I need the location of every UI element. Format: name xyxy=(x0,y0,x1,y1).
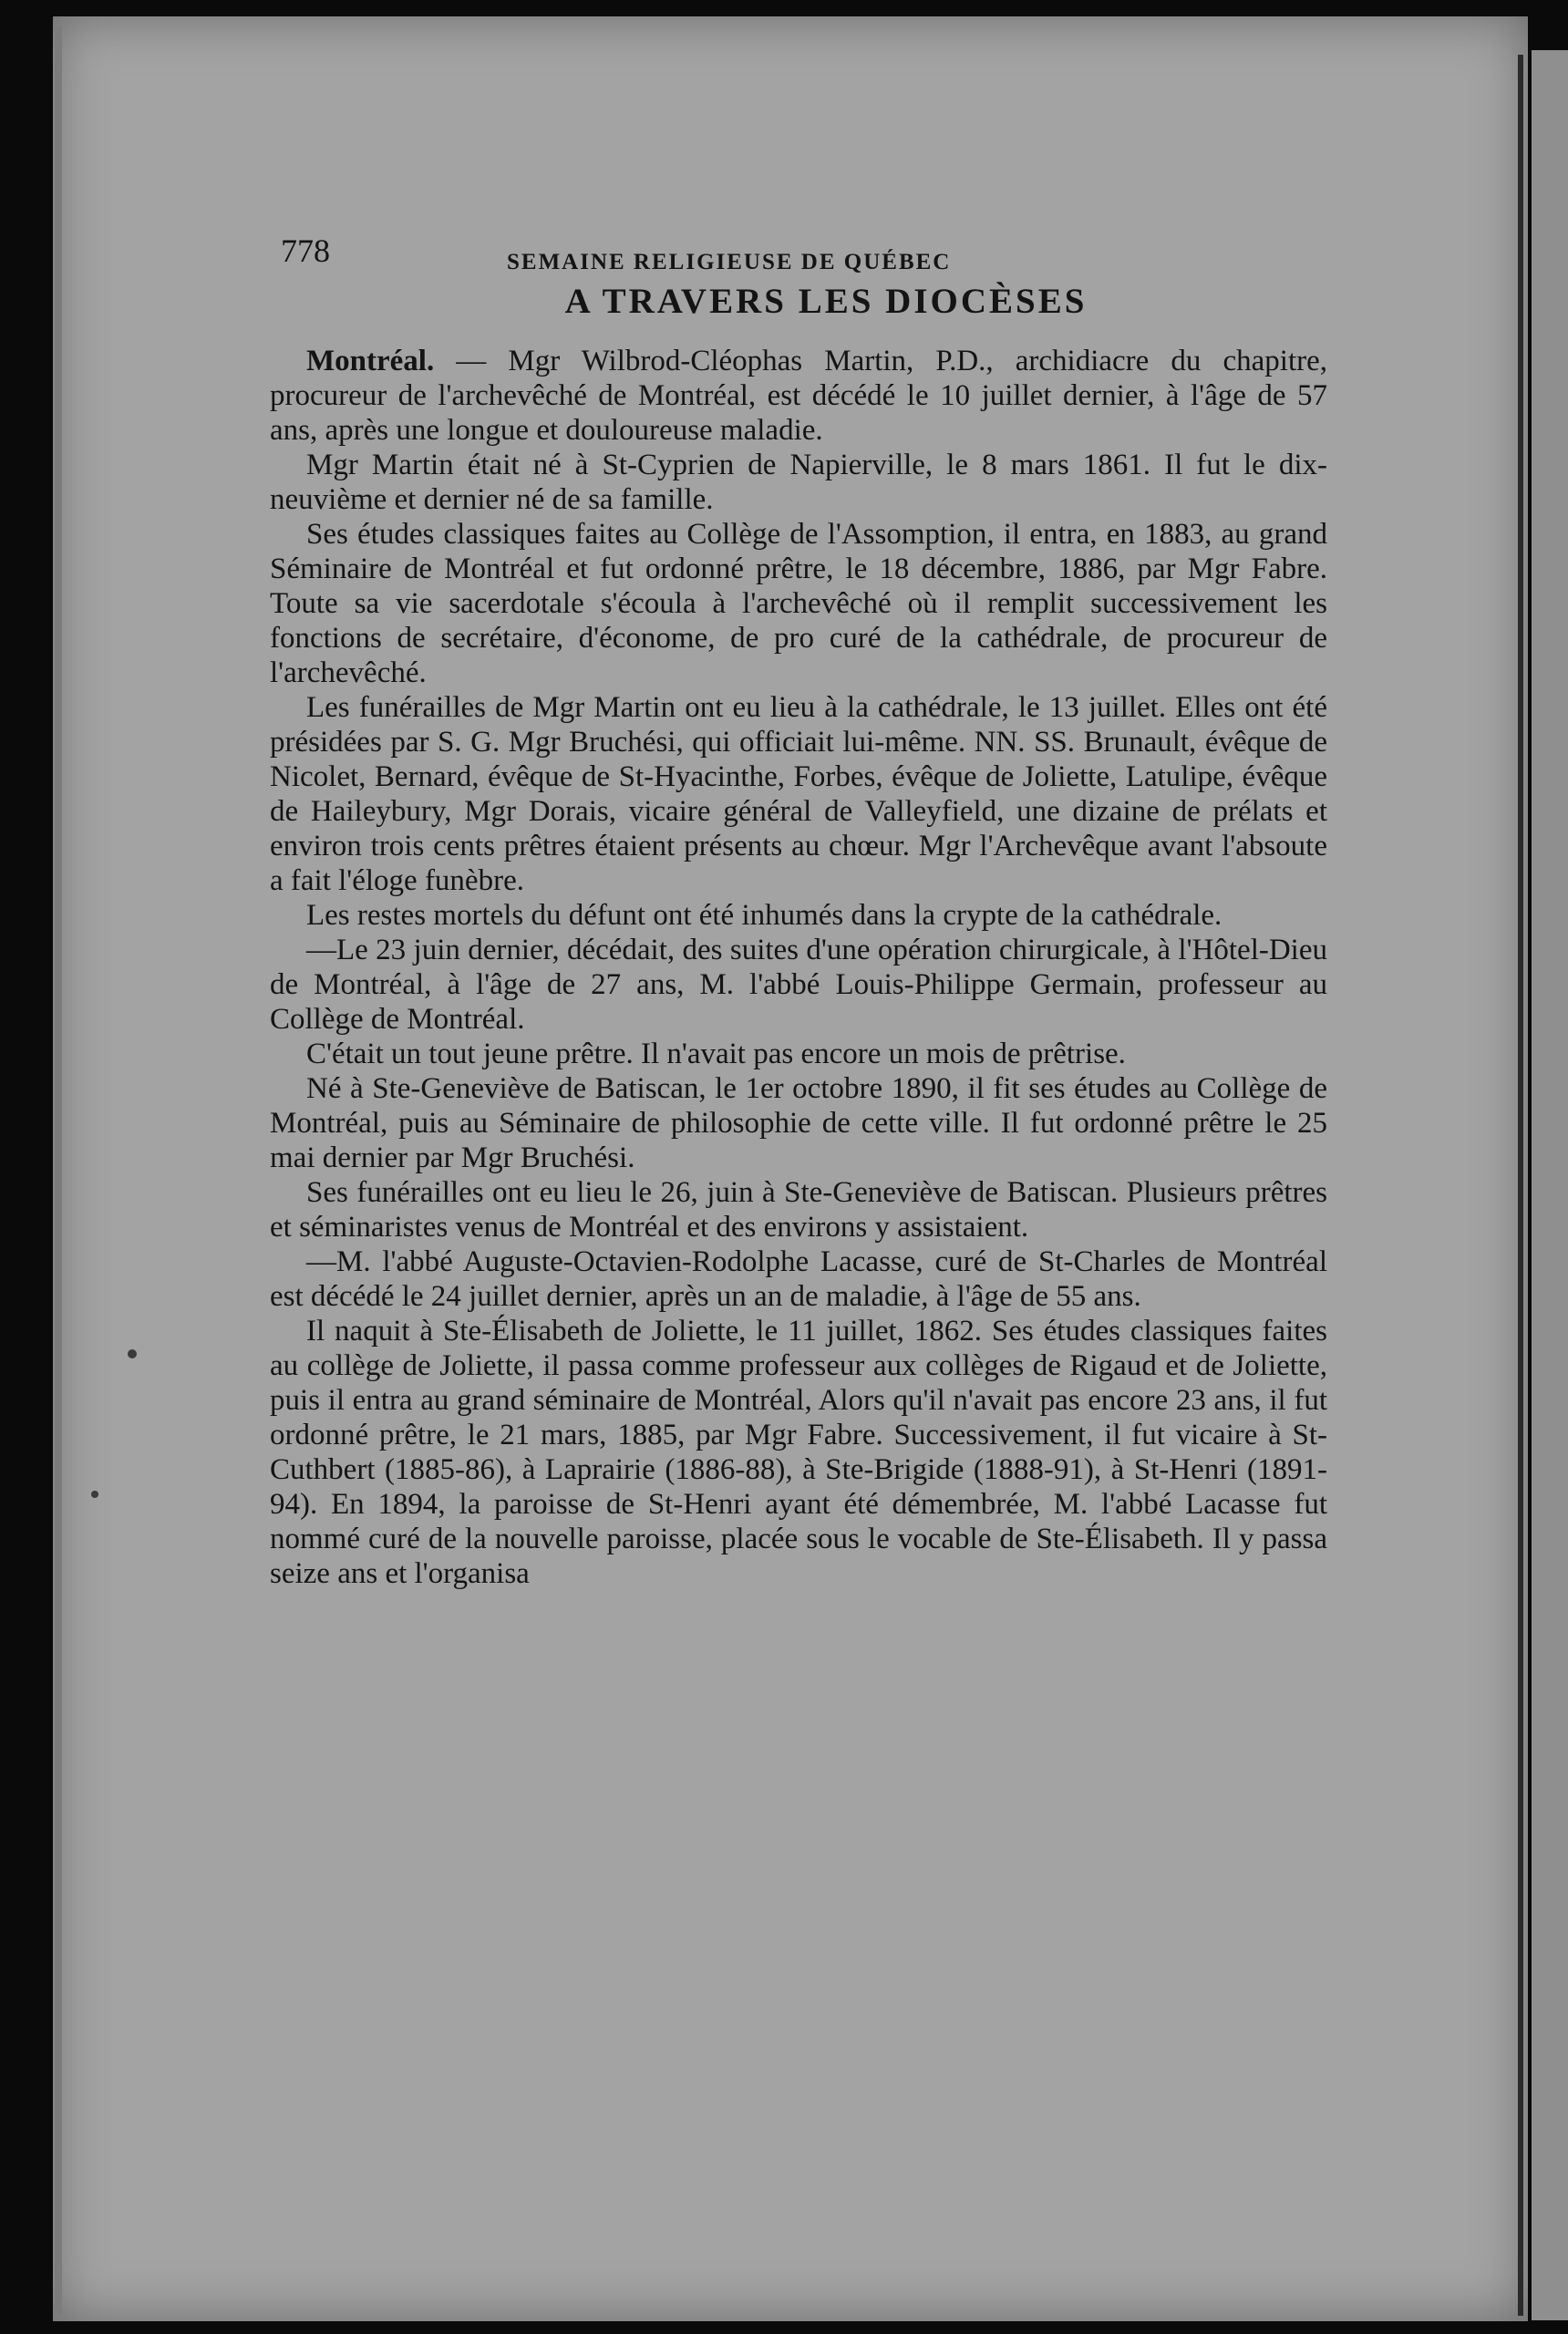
scan-speck xyxy=(128,1349,137,1358)
article-paragraph xyxy=(270,344,1327,448)
article-paragraph: Mgr Martin était né à St-Cyprien de Napierville, le 8 mars 1861. Il fut le dix-neuvième et dernier né de sa famille. xyxy=(270,449,1327,516)
article-paragraph: Les restes mortels du défunt ont été inhumés dans la crypte de la cathédrale. xyxy=(306,899,1222,932)
article-paragraph: Ses funérailles ont eu lieu le 26, juin à Ste-Geneviève de Batiscan. Plusieurs prêtres et séminaristes venus de Montréal et des environs y assistaient. xyxy=(270,1176,1327,1244)
article-paragraph: Ses études classiques faites au Collège de l'Assomption, il entra, en 1883, au grand Séminaire de Montréal et fut ordonné prêtre, le 18 décembre, 1886, par Mgr Fabre. Toute sa vie sacerdotale s'écoula à l'archevêché où il remplit successivement les fonctions de secrétaire, d'économe, de pro curé de la cathédrale, de procureur de l'archevêché. xyxy=(270,518,1327,689)
article-paragraph: —M. l'abbé Auguste-Octavien-Rodolphe Lacasse, curé de St-Charles de Montréal est décédé le 24 juillet dernier, après un an de maladie, à l'âge de 55 ans. xyxy=(270,1245,1327,1313)
page-gutter xyxy=(1518,55,1523,2316)
article-paragraph: C'était un tout jeune prêtre. Il n'avait pas encore un mois de prêtrise. xyxy=(306,1038,1126,1070)
article-paragraph: Né à Ste-Geneviève de Batiscan, le 1er octobre 1890, il fit ses études au Collège de Montréal, puis au Séminaire de philosophie de cette ville. Il fut ordonné prêtre le 25 mai dernier par Mgr Bruchési. xyxy=(270,1072,1327,1174)
diocese-label: Montréal. xyxy=(306,345,435,377)
page-content xyxy=(270,212,1327,1591)
page-number: 778 xyxy=(281,232,330,269)
article-paragraph: —Le 23 juin dernier, décédait, des suites d'une opération chirurgicale, à l'Hôtel-Dieu de Montréal, à l'âge de 27 ans, M. l'abbé Louis-Philippe Germain, professeur au Collège de Montréal. xyxy=(270,934,1327,1036)
article-paragraph: Il naquit à Ste-Élisabeth de Joliette, le 11 juillet, 1862. Ses études classiques faites au collège de Joliette, il passa comme professeur aux collèges de Rigaud et de Joliette, puis il entra au grand séminaire de Montréal, Alors qu'il n'avait pas encore 23 ans, il fut ordonné prêtre, le 21 mars, 1885, par Mgr Fabre. Successivement, il fut vicaire à St-Cuthbert (1885-86), à Laprairie (1886-88), à Ste-Brigide (1888-91), à St-Henri (1891-94). En 1894, la paroisse de St-Henri ayant été démembrée, M. l'abbé Lacasse fut nommé curé de la nouvelle paroisse, placée sous le vocable de Ste-Élisabeth. Il y passa seize ans et l'organisa xyxy=(270,1315,1327,1590)
paragraph-text: — Mgr Wilbrod-Cléophas Martin, P.D., archidiacre du chapitre, procureur de l'archevêché de Montréal, est décédé le 10 juillet dernier, à l'âge de 57 ans, après une longue et douloureuse maladie. xyxy=(270,345,1327,447)
adjacent-page-edge xyxy=(1532,50,1568,2320)
page-header xyxy=(270,212,1327,275)
article-paragraph: Les funérailles de Mgr Martin ont eu lieu à la cathédrale, le 13 juillet. Elles ont été présidées par S. G. Mgr Bruchési, qui officiait lui-même. NN. SS. Brunault, évêque de Nicolet, Bernard, évêque de St-Hyacinthe, Forbes, évêque de Joliette, Latulipe, évêque de Haileybury, Mgr Dorais, vicaire général de Valleyfield, une dizaine de prélats et environ trois cents prêtres étaient présents au chœur. Mgr l'Archevêque avant l'absoute a fait l'éloge funèbre. xyxy=(270,691,1327,897)
running-head: SEMAINE RELIGIEUSE DE QUÉBEC xyxy=(507,250,952,274)
scan-speck xyxy=(91,1491,98,1498)
section-title: A TRAVERS LES DIOCÈSES xyxy=(564,282,1088,321)
page-binding-edge xyxy=(55,26,62,2314)
